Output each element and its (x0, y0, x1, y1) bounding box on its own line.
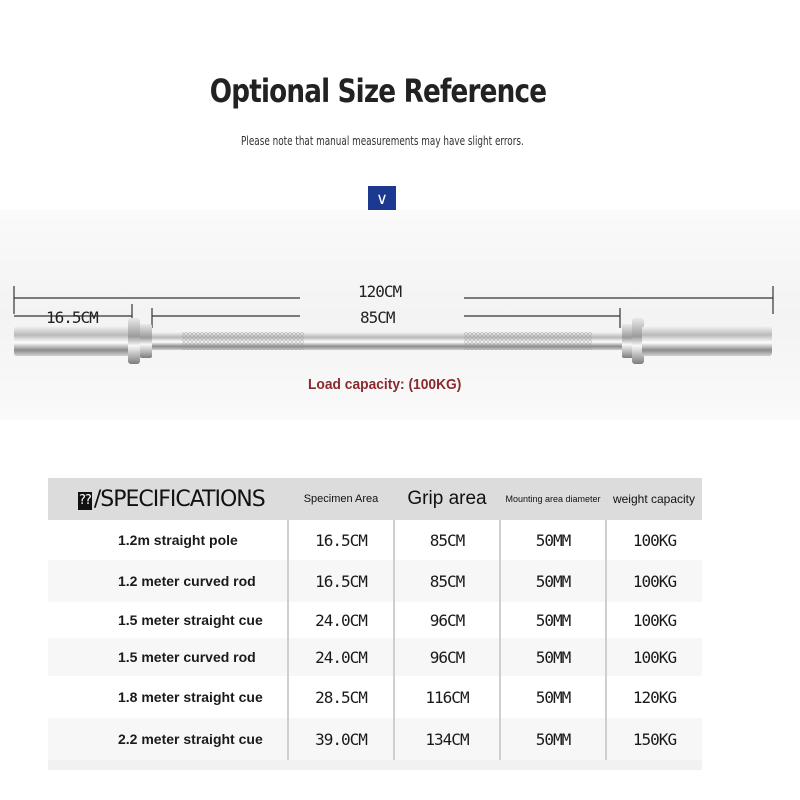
grip-area-cell: 116CM (394, 676, 500, 718)
specimen-area-cell: 28.5CM (288, 676, 394, 718)
specimen-area-cell: 16.5CM (288, 560, 394, 602)
row-name: 1.2m straight pole (48, 520, 288, 560)
specimen-area-cell: 39.0CM (288, 718, 394, 760)
table-row (48, 718, 702, 760)
row-name: 1.5 meter curved rod (48, 638, 288, 676)
mounting-diameter-cell: 50MM (500, 638, 606, 676)
grip-area-cell: 96CM (394, 602, 500, 638)
weight-capacity-cell: 150KG (606, 718, 702, 760)
col-weight-capacity: weight capacity (606, 478, 702, 520)
table-row (48, 560, 702, 602)
right-knurl (464, 332, 592, 350)
grip-length-label: 85CM (360, 308, 395, 327)
grip-area-cell: 85CM (394, 520, 500, 560)
grip-area-cell: 85CM (394, 560, 500, 602)
weight-capacity-cell: 120KG (606, 676, 702, 718)
specimen-area-cell: 24.0CM (288, 602, 394, 638)
table-row (48, 520, 702, 560)
load-capacity-label: Load capacity: (100KG) (308, 376, 462, 393)
table-row (48, 638, 702, 676)
row-name: 1.8 meter straight cue (48, 676, 288, 718)
col-mounting-diameter: Mounting area diameter (500, 478, 606, 520)
mounting-diameter-cell: 50MM (500, 560, 606, 602)
col-specimen-area: Specimen Area (288, 478, 394, 520)
mounting-diameter-cell: 50MM (500, 520, 606, 560)
left-knurl (182, 332, 304, 350)
measurement-note: Please note that manual measurements may have slight errors. (241, 134, 524, 148)
right-sleeve (642, 326, 772, 356)
chevron-down-icon: ∨ (368, 186, 396, 212)
unknown-glyph-icon: ?? (79, 492, 91, 508)
table-header-row (48, 478, 702, 520)
row-name: 1.2 meter curved rod (48, 560, 288, 602)
grip-area-cell: 134CM (394, 718, 500, 760)
left-collar (128, 318, 140, 364)
grip-area-cell: 96CM (394, 638, 500, 676)
table-row (48, 676, 702, 718)
table-row (48, 602, 702, 638)
weight-capacity-cell: 100KG (606, 560, 702, 602)
specifications-heading: ?? /SPECIFICATIONS (48, 478, 288, 520)
sleeve-length-label: 16.5CM (46, 308, 98, 327)
weight-capacity-cell: 100KG (606, 520, 702, 560)
left-sleeve (14, 326, 130, 356)
page-title: Optional Size Reference (209, 72, 547, 110)
mounting-diameter-cell: 50MM (500, 602, 606, 638)
specimen-area-cell: 16.5CM (288, 520, 394, 560)
col-grip-area: Grip area (394, 478, 500, 520)
weight-capacity-cell: 100KG (606, 638, 702, 676)
weight-capacity-cell: 100KG (606, 602, 702, 638)
mounting-diameter-cell: 50MM (500, 718, 606, 760)
mounting-diameter-cell: 50MM (500, 676, 606, 718)
total-length-label: 120CM (358, 282, 402, 301)
specimen-area-cell: 24.0CM (288, 638, 394, 676)
row-name: 2.2 meter straight cue (48, 718, 288, 760)
specifications-table (48, 478, 702, 760)
row-name: 1.5 meter straight cue (48, 602, 288, 638)
